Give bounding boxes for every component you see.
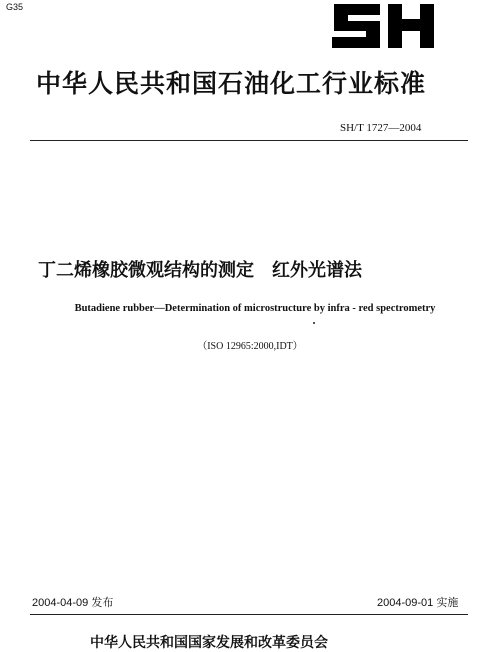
sh-logo <box>330 2 436 50</box>
document-title-chinese: 丁二烯橡胶微观结构的测定 红外光谱法 <box>38 260 362 281</box>
sh-logo-letter-h <box>388 4 434 48</box>
issue-date: 2004-04-09 发布 <box>32 597 114 609</box>
document-title-english: Butadiene rubber—Determination of microstructure by infra - red spectrometry <box>74 303 436 314</box>
implementation-date: 2004-09-01 实施 <box>377 597 459 609</box>
sh-logo-letter-s <box>332 4 380 48</box>
bottom-divider <box>30 614 468 615</box>
publisher: 中华人民共和国国家发展和改革委员会 <box>90 635 328 651</box>
top-divider <box>30 140 468 141</box>
scan-speck <box>313 322 315 324</box>
iso-reference: （ISO 12965:2000,IDT） <box>197 341 303 352</box>
classification-code: G35 <box>6 2 24 12</box>
standard-number: SH/T 1727—2004 <box>340 122 422 134</box>
standard-category-title: 中华人民共和国石油化工行业标准 <box>36 69 427 98</box>
